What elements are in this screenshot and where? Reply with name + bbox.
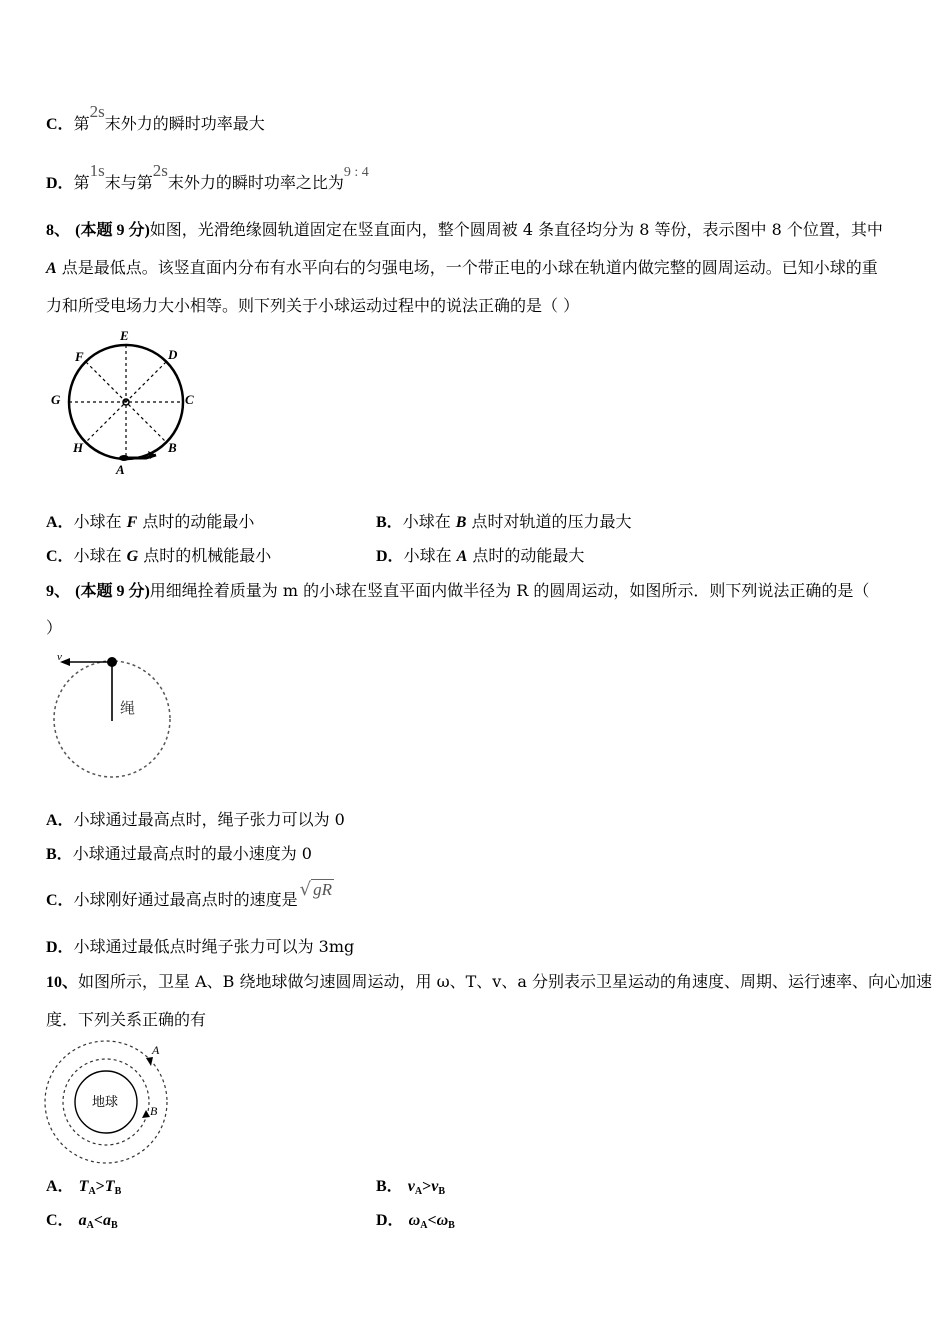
- q7-option-c: C．第2s末外力的瞬时功率最大: [46, 102, 265, 133]
- q9-option-d: D．小球通过最低点时绳子张力可以为 3mg: [46, 937, 355, 956]
- q8-option-d: D．小球在 A 点时的动能最大: [376, 546, 585, 565]
- q9-stem-line1: 9、 (本题 9 分)用细绳拴着质量为 m 的小球在竖直平面内做半径为 R 的圆周运动，如图所示．则下列说法正确的是（: [46, 581, 870, 600]
- q10-stem-line2: 度．下列关系正确的有: [46, 1010, 207, 1029]
- ball: [107, 657, 117, 667]
- q10-option-a: A． $T_A>T_B$: [46, 1178, 122, 1197]
- label-F: F: [75, 349, 84, 364]
- q8-circle-figure: [44, 324, 204, 480]
- label-B: B: [168, 440, 177, 455]
- q10-option-b: B． $v_A>v_B$: [376, 1178, 446, 1197]
- q10-option-d: D． $\omega_A<\omega_B$: [376, 1212, 455, 1231]
- satellite-b-arrow: [142, 1110, 150, 1118]
- q7-option-d: D．第1s末与第2s末外力的瞬时功率之比为9 : 4: [46, 161, 369, 192]
- q9-option-b: B．小球通过最高点时的最小速度为 0: [46, 844, 312, 863]
- label-D: D: [168, 347, 178, 362]
- ball: [119, 455, 129, 461]
- label-A: A: [116, 462, 125, 477]
- earth-label: 地球: [92, 1094, 119, 1109]
- q8-stem-line2: A 点是最低点。该竖直面内分布有水平向右的匀强电场，一个带正电的小球在轨道内做完整的圆周运动。已知小球的重: [46, 258, 878, 277]
- label-G: G: [51, 392, 61, 407]
- label-C: C: [185, 392, 194, 407]
- q9-rope-figure: [44, 646, 184, 792]
- q8-options-row1: [46, 512, 906, 533]
- q10-option-c: C． $a_A<a_B$: [46, 1212, 118, 1231]
- q8-stem-line3: 力和所受电场力大小相等。则下列关于小球运动过程中的说法正确的是（ ）: [46, 296, 580, 315]
- q10-satellite-figure: [42, 1038, 172, 1168]
- label-A: A: [152, 1043, 160, 1057]
- satellite-a-arrow: [146, 1057, 153, 1066]
- label-E: E: [120, 328, 129, 343]
- q8-option-b: B．小球在 B 点时对轨道的压力最大: [376, 512, 632, 531]
- label-v: v: [57, 651, 62, 663]
- q8-stem-line1: 8、 (本题 9 分)如图，光滑绝缘圆轨道固定在竖直面内，整个圆周被 4 条直径均分为 8 等份，表示图中 8 个位置，其中: [46, 220, 883, 239]
- q8-option-c: C．小球在 G 点时的机械能最小: [46, 546, 272, 565]
- q10-options-row2: [46, 1210, 906, 1236]
- label-rope: 绳: [120, 701, 136, 717]
- q9-option-a: A．小球通过最高点时，绳子张力可以为 0: [46, 810, 345, 829]
- q10-options-row1: [46, 1176, 906, 1202]
- label-H: H: [73, 440, 84, 455]
- q10-stem-line1: 10、如图所示，卫星 A、B 绕地球做匀速圆周运动，用 ω、T、v、a 分别表示卫星运动的角速度、周期、运行速率、向心加速: [46, 972, 932, 991]
- q8-options-row2: [46, 546, 906, 567]
- q9-option-c: C．小球刚好通过最高点时的速度是 √ gR: [46, 879, 332, 909]
- q9-stem-line2: ）: [46, 618, 63, 637]
- q8-option-a: A．小球在 F 点时的动能最小: [46, 512, 255, 531]
- label-B: B: [150, 1104, 158, 1118]
